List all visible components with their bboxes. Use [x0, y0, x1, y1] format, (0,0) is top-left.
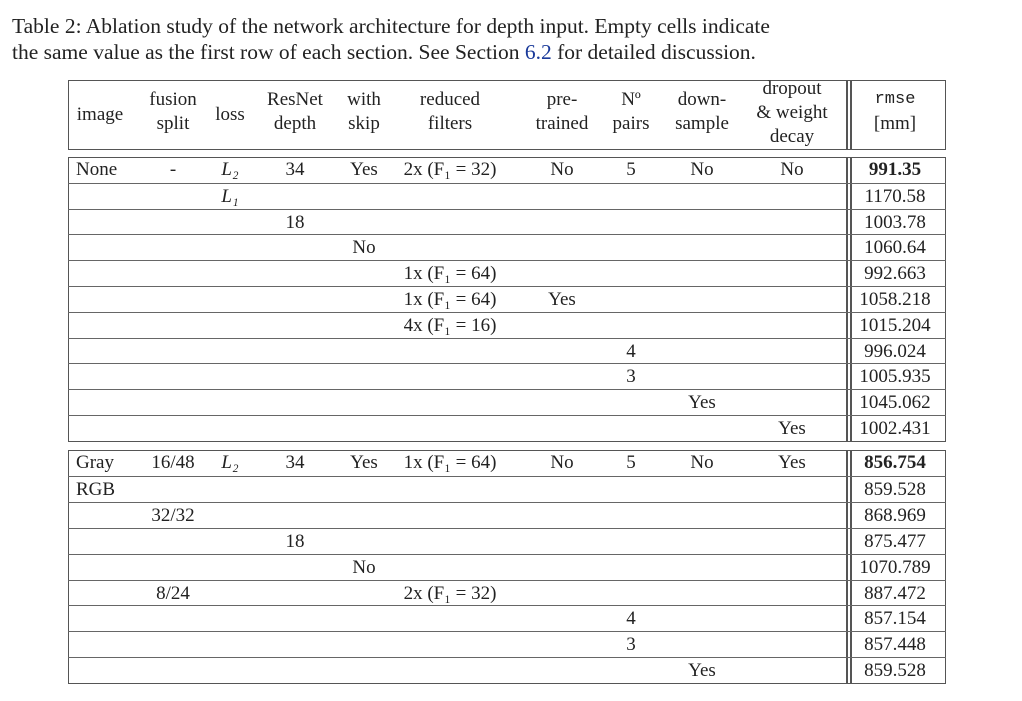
cell-reduced-filters: 1x (F₁ = 64): [403, 263, 497, 285]
cell-downsample: No: [690, 452, 714, 473]
table-row: [68, 363, 946, 389]
cell-fusion-split: -: [169, 159, 177, 180]
header-line: rmse: [874, 90, 916, 109]
table-row: [68, 312, 946, 338]
cell-rmse: 996.024: [864, 340, 926, 362]
cell-rmse: 1005.935: [859, 366, 931, 388]
cell-rmse: 887.472: [864, 582, 926, 604]
cell-rmse: 857.154: [864, 608, 926, 630]
header-line: loss: [215, 104, 245, 125]
cell-downsample: No: [690, 159, 714, 180]
cell-reduced-filters: 4x (F₁ = 16): [403, 314, 497, 336]
table-row: [68, 389, 946, 415]
cell-image: None: [76, 159, 118, 180]
table-row: [68, 450, 946, 476]
table-row: [68, 183, 946, 209]
header-line: Nº: [621, 89, 641, 110]
cell-resnet-depth: 34: [285, 452, 305, 473]
header-rmse: [874, 88, 916, 136]
header-line: with: [347, 89, 381, 110]
cell-resnet-depth: 18: [285, 211, 305, 233]
header-line: pre-: [546, 89, 578, 110]
cell-fusion-split: 16/48: [151, 452, 195, 473]
table-row: [68, 415, 946, 441]
header-line: decay: [769, 126, 815, 147]
header-fusion-split: [149, 88, 197, 136]
table-row: [68, 631, 946, 657]
cell-rmse: 1170.58: [864, 185, 926, 207]
cell-rmse: 1058.218: [859, 289, 931, 310]
header-line: fusion: [149, 89, 197, 110]
header-downsample: [675, 88, 729, 136]
header-pairs: [613, 88, 650, 136]
header-line: reduced: [419, 89, 481, 110]
header-line: pairs: [612, 113, 650, 134]
table-row: [68, 502, 946, 528]
cell-rmse: 1060.64: [864, 237, 926, 259]
table-header: [68, 80, 946, 150]
header-pretrained: [536, 88, 589, 136]
cell-rmse: 1002.431: [859, 418, 931, 439]
divider: [846, 80, 848, 150]
cell-rmse: 1015.204: [859, 314, 931, 336]
section-link[interactable]: 6.2: [524, 40, 552, 64]
cell-rmse: 859.528: [864, 660, 926, 682]
cell-pairs: 5: [626, 452, 636, 473]
cell-loss: L₁: [221, 185, 239, 207]
header-resnet-depth: [267, 88, 323, 136]
header-line: dropout: [762, 78, 822, 99]
cell-image: Gray: [76, 452, 114, 473]
header-line: ResNet: [267, 89, 323, 110]
header-image: [77, 103, 123, 127]
header-loss: [215, 103, 245, 127]
table-row: [68, 338, 946, 364]
cell-pretrained: Yes: [548, 289, 576, 310]
cell-pairs: 3: [626, 366, 636, 388]
table-row: [68, 605, 946, 631]
cell-pretrained: No: [550, 159, 574, 180]
table-row: [68, 657, 946, 683]
cell-rmse: 857.448: [864, 634, 926, 656]
caption-text-end: for detailed discussion.: [551, 40, 756, 64]
header-line: skip: [348, 113, 380, 134]
cell-resnet-depth: 18: [285, 530, 305, 552]
cell-dropout-weight-decay: Yes: [778, 452, 806, 473]
cell-pairs: 5: [626, 159, 636, 180]
header-line: split: [156, 113, 190, 134]
header-reduced-filters: [420, 88, 480, 136]
cell-rmse: 875.477: [864, 530, 926, 552]
cell-rmse: 1045.062: [859, 392, 931, 414]
table-row: [68, 554, 946, 580]
cell-rmse: 868.969: [864, 504, 926, 526]
table-row: [68, 260, 946, 286]
cell-with-skip: Yes: [350, 159, 378, 180]
table-row: [68, 286, 946, 312]
table-row: [68, 209, 946, 235]
cell-fusion-split: 8/24: [156, 582, 190, 604]
cell-loss: L₂: [221, 159, 239, 180]
cell-pairs: 3: [626, 634, 636, 656]
table-row: [68, 234, 946, 260]
caption-text: the same value as the first row of each section. See Section: [12, 40, 525, 64]
table-section-2: [68, 450, 946, 683]
cell-pairs: 4: [626, 608, 636, 630]
cell-rmse: 859.528: [864, 478, 926, 500]
cell-downsample: Yes: [688, 392, 716, 414]
header-dropout-weight-decay: [756, 77, 827, 149]
cell-with-skip: Yes: [350, 452, 378, 473]
cell-rmse: 991.35: [868, 159, 922, 180]
cell-loss: L₂: [221, 452, 239, 473]
cell-pretrained: No: [550, 452, 574, 473]
cell-dropout-weight-decay: No: [780, 159, 804, 180]
divider: [850, 80, 852, 150]
table-row: [68, 157, 946, 183]
cell-reduced-filters: 1x (F₁ = 64): [403, 289, 497, 310]
header-line: sample: [675, 113, 729, 134]
header-line: [mm]: [873, 113, 917, 134]
cell-pairs: 4: [626, 340, 636, 362]
header-line: image: [76, 104, 124, 125]
cell-reduced-filters: 2x (F₁ = 32): [403, 582, 497, 604]
header-line: trained: [535, 113, 589, 134]
cell-reduced-filters: 2x (F₁ = 32): [403, 159, 497, 180]
cell-resnet-depth: 34: [285, 159, 305, 180]
cell-downsample: Yes: [688, 660, 716, 682]
table-row: [68, 476, 946, 502]
table-section-1: [68, 157, 946, 441]
table-row: [68, 528, 946, 554]
cell-fusion-split: 32/32: [151, 504, 195, 526]
cell-rmse: 992.663: [864, 263, 926, 285]
cell-image: RGB: [76, 478, 116, 500]
cell-dropout-weight-decay: Yes: [778, 418, 806, 439]
header-line: filters: [427, 113, 473, 134]
cell-with-skip: No: [352, 556, 376, 578]
header-line: down-: [677, 89, 727, 110]
cell-with-skip: No: [352, 237, 376, 259]
caption-line-2: [12, 40, 756, 65]
table-row: [68, 580, 946, 606]
caption-line-1: Table 2: Ablation study of the network architecture for depth input. Empty cells indicate: [12, 14, 770, 38]
cell-rmse: 856.754: [864, 452, 926, 473]
cell-rmse: 1003.78: [864, 211, 926, 233]
header-with-skip: [347, 88, 381, 136]
cell-reduced-filters: 1x (F₁ = 64): [403, 452, 497, 473]
cell-rmse: 1070.789: [859, 556, 931, 578]
header-line: depth: [273, 113, 317, 134]
header-line: & weight: [756, 102, 828, 123]
